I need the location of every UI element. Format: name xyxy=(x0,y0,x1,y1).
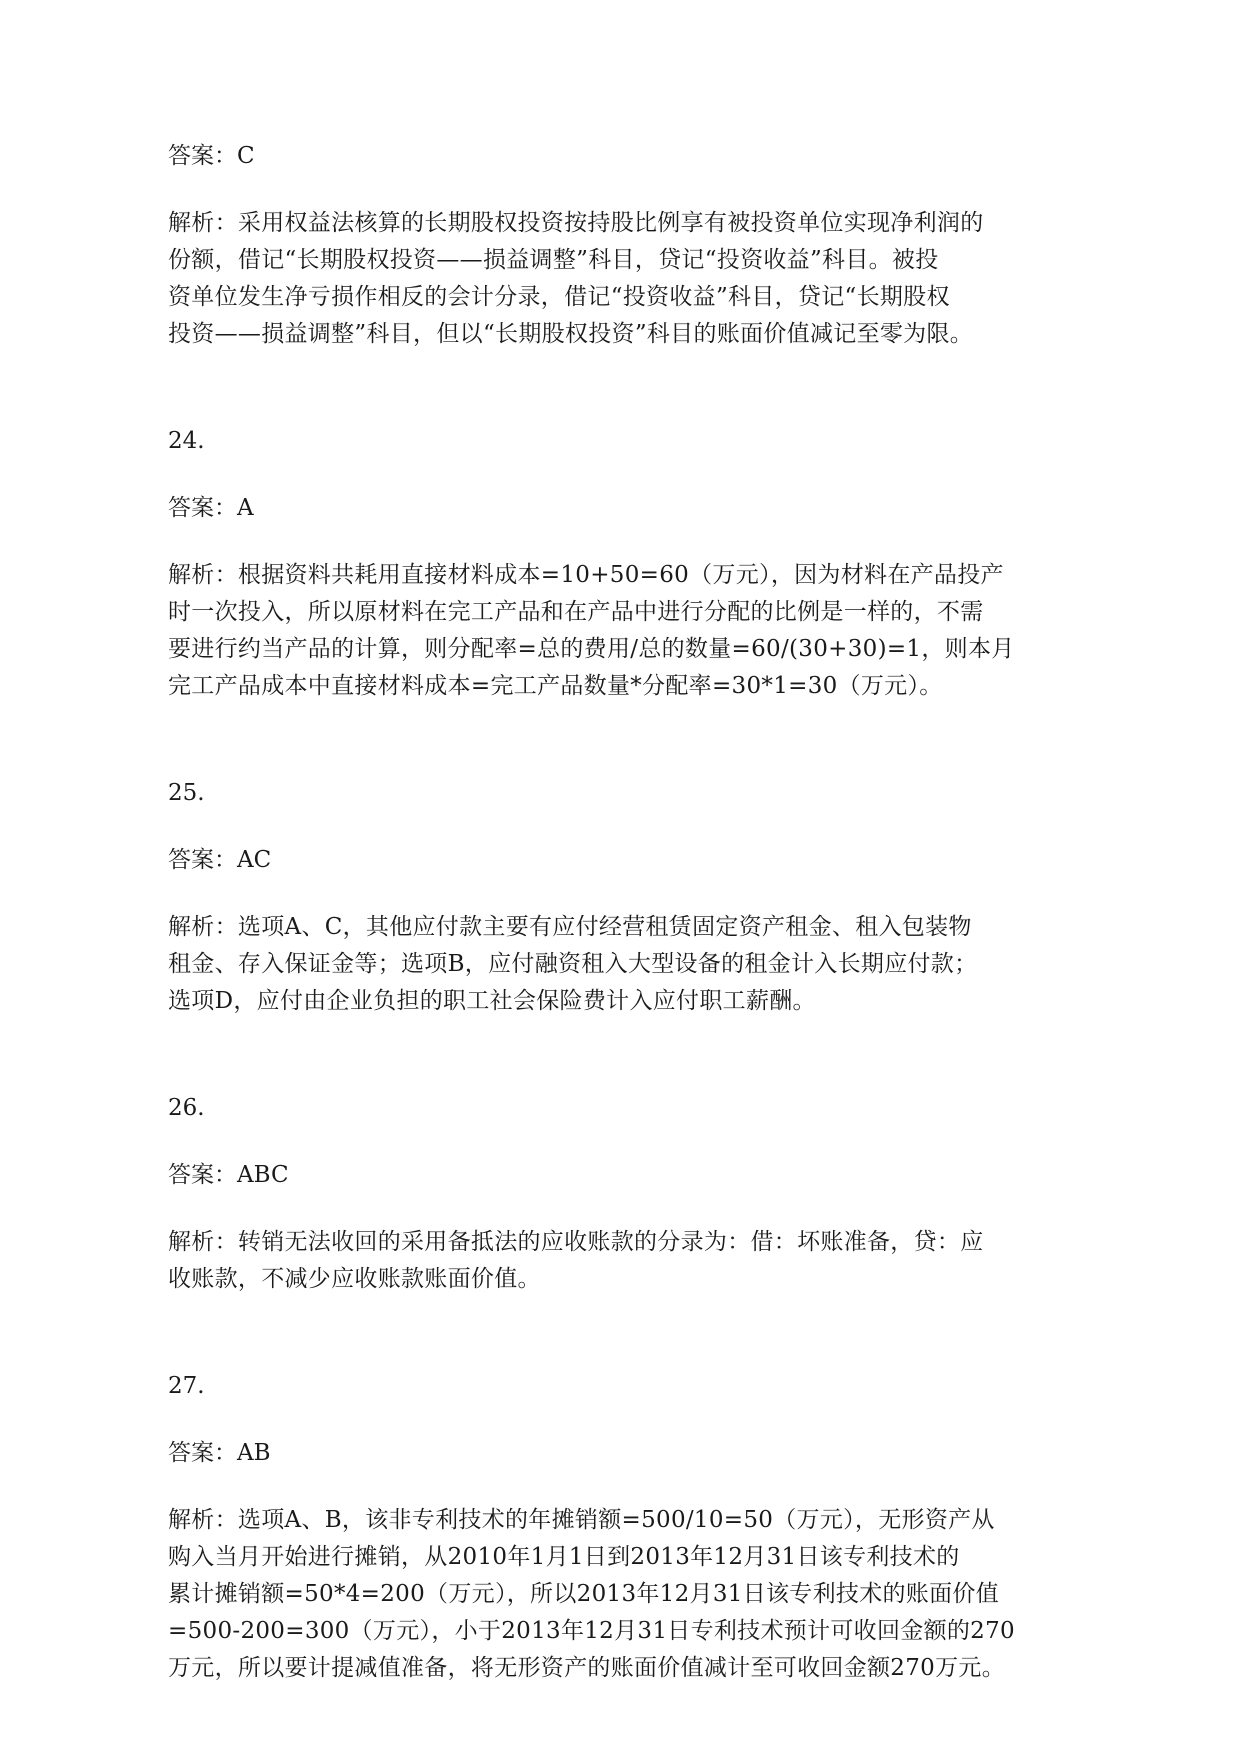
question-number: 25. xyxy=(168,780,205,806)
analysis-line: 选项D，应付由企业负担的职工社会保险费计入应付职工薪酬。 xyxy=(168,988,816,1014)
analysis-line: 租金、存入保证金等；选项B，应付融资租入大型设备的租金计入长期应付款； xyxy=(168,951,978,977)
analysis-line: 要进行约当产品的计算，则分配率=总的费用/总的数量=60/(30+30)=1，则本月 xyxy=(168,636,1015,662)
question-section-23 xyxy=(168,138,984,353)
analysis-text xyxy=(168,1224,984,1298)
analysis-line: 解析：采用权益法核算的长期股权投资按持股比例享有被投资单位实现净利润的 xyxy=(168,210,984,236)
analysis-line: 万元，所以要计提减值准备，将无形资产的账面价值减计至可收回金额270万元。 xyxy=(168,1655,1005,1681)
question-number: 26. xyxy=(168,1095,205,1121)
document-page xyxy=(168,138,1015,1687)
analysis-line: 解析：选项A、C，其他应付款主要有应付经营租赁固定资产租金、租入包装物 xyxy=(168,914,972,940)
analysis-text xyxy=(168,205,984,353)
analysis-line: 解析：根据资料共耗用直接材料成本=10+50=60（万元），因为材料在产品投产 xyxy=(168,562,1004,588)
analysis-text xyxy=(168,557,1015,705)
answer-label: 答案：AB xyxy=(168,1440,271,1466)
question-section-27 xyxy=(168,1368,1015,1687)
answer-label: 答案：AC xyxy=(168,847,272,873)
analysis-line: 累计摊销额=50*4=200（万元），所以2013年12月31日该专利技术的账面价值 xyxy=(168,1581,1000,1607)
analysis-text xyxy=(168,1502,1015,1687)
analysis-line: 解析：选项A、B，该非专利技术的年摊销额=500/10=50（万元），无形资产从 xyxy=(168,1507,995,1533)
analysis-line: 收账款，不减少应收账款账面价值。 xyxy=(168,1266,541,1292)
analysis-line: 投资——损益调整”科目，但以“长期股权投资”科目的账面价值减记至零为限。 xyxy=(168,321,974,347)
analysis-line: 解析：转销无法收回的采用备抵法的应收账款的分录为：借：坏账准备，贷：应 xyxy=(168,1229,984,1255)
analysis-text xyxy=(168,909,978,1020)
question-section-24 xyxy=(168,423,1015,705)
answer-label: 答案：A xyxy=(168,495,254,521)
analysis-line: 完工产品成本中直接材料成本=完工产品数量*分配率=30*1=30（万元）。 xyxy=(168,673,943,699)
analysis-line: =500-200=300（万元），小于2013年12月31日专利技术预计可收回金额的270 xyxy=(168,1618,1015,1644)
question-section-25 xyxy=(168,775,978,1020)
analysis-line: 份额，借记“长期股权投资——损益调整”科目，贷记“投资收益”科目。被投 xyxy=(168,247,939,273)
answer-label: 答案：C xyxy=(168,143,255,169)
question-number: 27. xyxy=(168,1373,205,1399)
question-section-26 xyxy=(168,1090,984,1298)
analysis-line: 时一次投入，所以原材料在完工产品和在产品中进行分配的比例是一样的，不需 xyxy=(168,599,984,625)
analysis-line: 购入当月开始进行摊销，从2010年1月1日到2013年12月31日该专利技术的 xyxy=(168,1544,960,1570)
question-number: 24. xyxy=(168,428,205,454)
answer-label: 答案：ABC xyxy=(168,1162,289,1188)
analysis-line: 资单位发生净亏损作相反的会计分录，借记“投资收益”科目，贷记“长期股权 xyxy=(168,284,950,310)
